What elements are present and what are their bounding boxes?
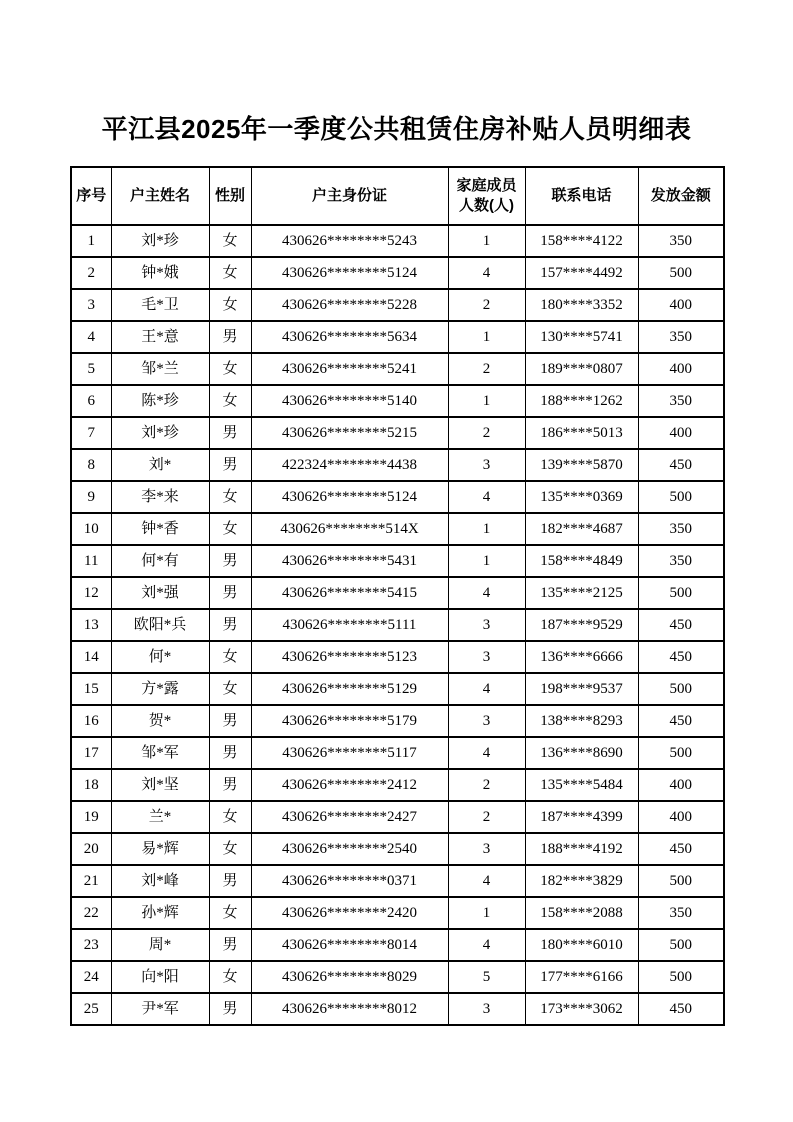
cell-amount: 450 xyxy=(638,449,724,481)
cell-gender: 女 xyxy=(209,673,251,705)
table-row xyxy=(71,513,724,545)
table-row xyxy=(71,705,724,737)
cell-id: 430626********2412 xyxy=(251,769,448,801)
cell-members: 1 xyxy=(448,225,525,257)
cell-amount: 350 xyxy=(638,897,724,929)
cell-members: 3 xyxy=(448,609,525,641)
cell-members: 4 xyxy=(448,673,525,705)
cell-members: 4 xyxy=(448,257,525,289)
table-row xyxy=(71,801,724,833)
cell-no: 14 xyxy=(71,641,111,673)
cell-members: 3 xyxy=(448,833,525,865)
cell-name: 何*有 xyxy=(111,545,209,577)
cell-id: 430626********8012 xyxy=(251,993,448,1025)
column-header-phone: 联系电话 xyxy=(525,167,638,225)
cell-phone: 136****8690 xyxy=(525,737,638,769)
cell-phone: 189****0807 xyxy=(525,353,638,385)
cell-gender: 女 xyxy=(209,289,251,321)
cell-phone: 130****5741 xyxy=(525,321,638,353)
cell-no: 13 xyxy=(71,609,111,641)
cell-id: 430626********5179 xyxy=(251,705,448,737)
cell-gender: 男 xyxy=(209,609,251,641)
cell-name: 孙*辉 xyxy=(111,897,209,929)
cell-phone: 177****6166 xyxy=(525,961,638,993)
cell-no: 4 xyxy=(71,321,111,353)
table-row xyxy=(71,545,724,577)
cell-name: 刘*珍 xyxy=(111,417,209,449)
cell-id: 430626********5129 xyxy=(251,673,448,705)
cell-id: 430626********5634 xyxy=(251,321,448,353)
cell-id: 430626********5431 xyxy=(251,545,448,577)
cell-gender: 女 xyxy=(209,641,251,673)
cell-phone: 180****6010 xyxy=(525,929,638,961)
cell-gender: 女 xyxy=(209,801,251,833)
cell-name: 向*阳 xyxy=(111,961,209,993)
cell-name: 钟*娥 xyxy=(111,257,209,289)
cell-gender: 男 xyxy=(209,321,251,353)
cell-phone: 138****8293 xyxy=(525,705,638,737)
cell-members: 3 xyxy=(448,641,525,673)
cell-id: 430626********8014 xyxy=(251,929,448,961)
cell-id: 422324********4438 xyxy=(251,449,448,481)
cell-no: 20 xyxy=(71,833,111,865)
cell-amount: 450 xyxy=(638,993,724,1025)
cell-gender: 男 xyxy=(209,993,251,1025)
cell-phone: 187****9529 xyxy=(525,609,638,641)
cell-phone: 157****4492 xyxy=(525,257,638,289)
column-header-amount: 发放金额 xyxy=(638,167,724,225)
cell-members: 2 xyxy=(448,353,525,385)
cell-members: 4 xyxy=(448,481,525,513)
cell-no: 9 xyxy=(71,481,111,513)
cell-members: 1 xyxy=(448,545,525,577)
cell-phone: 158****4849 xyxy=(525,545,638,577)
cell-members: 2 xyxy=(448,417,525,449)
cell-amount: 500 xyxy=(638,257,724,289)
cell-name: 欧阳*兵 xyxy=(111,609,209,641)
cell-gender: 女 xyxy=(209,225,251,257)
table-row xyxy=(71,833,724,865)
cell-no: 22 xyxy=(71,897,111,929)
column-header-no: 序号 xyxy=(71,167,111,225)
cell-gender: 男 xyxy=(209,705,251,737)
table-row xyxy=(71,865,724,897)
cell-members: 4 xyxy=(448,577,525,609)
table-row xyxy=(71,289,724,321)
table-row xyxy=(71,225,724,257)
cell-id: 430626********5111 xyxy=(251,609,448,641)
cell-id: 430626********5117 xyxy=(251,737,448,769)
cell-name: 方*露 xyxy=(111,673,209,705)
cell-amount: 400 xyxy=(638,801,724,833)
cell-no: 12 xyxy=(71,577,111,609)
cell-name: 刘*峰 xyxy=(111,865,209,897)
header-row xyxy=(71,167,724,225)
cell-id: 430626********2427 xyxy=(251,801,448,833)
cell-members: 1 xyxy=(448,897,525,929)
cell-no: 15 xyxy=(71,673,111,705)
cell-no: 18 xyxy=(71,769,111,801)
cell-gender: 女 xyxy=(209,257,251,289)
cell-amount: 450 xyxy=(638,609,724,641)
cell-amount: 350 xyxy=(638,385,724,417)
cell-id: 430626********8029 xyxy=(251,961,448,993)
cell-members: 2 xyxy=(448,801,525,833)
cell-members: 3 xyxy=(448,705,525,737)
cell-id: 430626********514X xyxy=(251,513,448,545)
table-row xyxy=(71,737,724,769)
cell-members: 4 xyxy=(448,865,525,897)
cell-gender: 女 xyxy=(209,897,251,929)
cell-name: 刘*珍 xyxy=(111,225,209,257)
cell-phone: 188****1262 xyxy=(525,385,638,417)
cell-id: 430626********5140 xyxy=(251,385,448,417)
table-row xyxy=(71,673,724,705)
cell-no: 10 xyxy=(71,513,111,545)
cell-gender: 女 xyxy=(209,385,251,417)
cell-phone: 182****4687 xyxy=(525,513,638,545)
cell-gender: 男 xyxy=(209,929,251,961)
cell-members: 4 xyxy=(448,929,525,961)
cell-amount: 350 xyxy=(638,225,724,257)
table-row xyxy=(71,481,724,513)
cell-no: 17 xyxy=(71,737,111,769)
cell-no: 8 xyxy=(71,449,111,481)
cell-gender: 女 xyxy=(209,961,251,993)
subsidy-table xyxy=(70,166,725,1026)
cell-phone: 187****4399 xyxy=(525,801,638,833)
table-row xyxy=(71,961,724,993)
cell-name: 毛*卫 xyxy=(111,289,209,321)
cell-gender: 女 xyxy=(209,353,251,385)
table-row xyxy=(71,929,724,961)
table-row xyxy=(71,449,724,481)
cell-id: 430626********5124 xyxy=(251,481,448,513)
cell-phone: 135****5484 xyxy=(525,769,638,801)
page-title: 平江县2025年一季度公共租赁住房补贴人员明细表 xyxy=(101,114,692,144)
column-header-id: 户主身份证 xyxy=(251,167,448,225)
cell-name: 钟*香 xyxy=(111,513,209,545)
cell-name: 兰* xyxy=(111,801,209,833)
cell-amount: 400 xyxy=(638,417,724,449)
cell-id: 430626********5241 xyxy=(251,353,448,385)
cell-no: 2 xyxy=(71,257,111,289)
cell-amount: 450 xyxy=(638,833,724,865)
cell-no: 21 xyxy=(71,865,111,897)
cell-phone: 136****6666 xyxy=(525,641,638,673)
cell-no: 19 xyxy=(71,801,111,833)
table-row xyxy=(71,897,724,929)
table-row xyxy=(71,641,724,673)
cell-no: 7 xyxy=(71,417,111,449)
cell-no: 6 xyxy=(71,385,111,417)
cell-gender: 男 xyxy=(209,449,251,481)
cell-amount: 500 xyxy=(638,961,724,993)
cell-amount: 500 xyxy=(638,865,724,897)
cell-phone: 139****5870 xyxy=(525,449,638,481)
table-row xyxy=(71,321,724,353)
cell-amount: 500 xyxy=(638,929,724,961)
cell-gender: 男 xyxy=(209,737,251,769)
cell-id: 430626********0371 xyxy=(251,865,448,897)
table-row xyxy=(71,769,724,801)
cell-id: 430626********5124 xyxy=(251,257,448,289)
column-header-gender: 性别 xyxy=(209,167,251,225)
table-row xyxy=(71,609,724,641)
cell-phone: 180****3352 xyxy=(525,289,638,321)
cell-amount: 500 xyxy=(638,481,724,513)
cell-name: 周* xyxy=(111,929,209,961)
cell-id: 430626********5215 xyxy=(251,417,448,449)
cell-id: 430626********5415 xyxy=(251,577,448,609)
cell-members: 2 xyxy=(448,289,525,321)
cell-name: 刘*强 xyxy=(111,577,209,609)
cell-amount: 350 xyxy=(638,513,724,545)
table-row xyxy=(71,385,724,417)
table-body xyxy=(71,225,724,1025)
cell-amount: 350 xyxy=(638,321,724,353)
cell-no: 11 xyxy=(71,545,111,577)
cell-amount: 400 xyxy=(638,769,724,801)
cell-amount: 400 xyxy=(638,353,724,385)
cell-name: 陈*珍 xyxy=(111,385,209,417)
cell-id: 430626********5228 xyxy=(251,289,448,321)
cell-name: 王*意 xyxy=(111,321,209,353)
cell-members: 1 xyxy=(448,385,525,417)
cell-amount: 500 xyxy=(638,737,724,769)
cell-amount: 450 xyxy=(638,641,724,673)
cell-id: 430626********2420 xyxy=(251,897,448,929)
cell-amount: 450 xyxy=(638,705,724,737)
cell-id: 430626********5243 xyxy=(251,225,448,257)
cell-no: 16 xyxy=(71,705,111,737)
table-row xyxy=(71,993,724,1025)
cell-phone: 186****5013 xyxy=(525,417,638,449)
cell-gender: 男 xyxy=(209,577,251,609)
cell-no: 23 xyxy=(71,929,111,961)
cell-gender: 女 xyxy=(209,833,251,865)
cell-gender: 男 xyxy=(209,545,251,577)
cell-members: 5 xyxy=(448,961,525,993)
cell-phone: 182****3829 xyxy=(525,865,638,897)
cell-gender: 女 xyxy=(209,513,251,545)
cell-members: 3 xyxy=(448,993,525,1025)
cell-id: 430626********5123 xyxy=(251,641,448,673)
cell-amount: 500 xyxy=(638,673,724,705)
cell-name: 易*辉 xyxy=(111,833,209,865)
cell-name: 李*来 xyxy=(111,481,209,513)
cell-name: 邹*兰 xyxy=(111,353,209,385)
cell-phone: 158****2088 xyxy=(525,897,638,929)
cell-phone: 198****9537 xyxy=(525,673,638,705)
table-row xyxy=(71,257,724,289)
cell-gender: 女 xyxy=(209,481,251,513)
cell-no: 5 xyxy=(71,353,111,385)
cell-name: 刘* xyxy=(111,449,209,481)
cell-no: 1 xyxy=(71,225,111,257)
cell-phone: 135****2125 xyxy=(525,577,638,609)
cell-amount: 400 xyxy=(638,289,724,321)
column-header-members: 家庭成员人数(人) xyxy=(448,167,525,225)
cell-id: 430626********2540 xyxy=(251,833,448,865)
column-header-name: 户主姓名 xyxy=(111,167,209,225)
cell-members: 1 xyxy=(448,513,525,545)
cell-gender: 男 xyxy=(209,865,251,897)
cell-amount: 350 xyxy=(638,545,724,577)
cell-name: 邹*军 xyxy=(111,737,209,769)
cell-members: 2 xyxy=(448,769,525,801)
cell-phone: 135****0369 xyxy=(525,481,638,513)
table-row xyxy=(71,417,724,449)
cell-phone: 158****4122 xyxy=(525,225,638,257)
cell-amount: 500 xyxy=(638,577,724,609)
cell-members: 1 xyxy=(448,321,525,353)
cell-members: 4 xyxy=(448,737,525,769)
table-header xyxy=(71,167,724,225)
cell-no: 24 xyxy=(71,961,111,993)
cell-name: 刘*坚 xyxy=(111,769,209,801)
table-row xyxy=(71,353,724,385)
cell-phone: 173****3062 xyxy=(525,993,638,1025)
cell-name: 贺* xyxy=(111,705,209,737)
cell-gender: 男 xyxy=(209,769,251,801)
cell-name: 尹*军 xyxy=(111,993,209,1025)
table-row xyxy=(71,577,724,609)
cell-name: 何* xyxy=(111,641,209,673)
cell-gender: 男 xyxy=(209,417,251,449)
cell-no: 25 xyxy=(71,993,111,1025)
cell-members: 3 xyxy=(448,449,525,481)
cell-no: 3 xyxy=(71,289,111,321)
cell-phone: 188****4192 xyxy=(525,833,638,865)
